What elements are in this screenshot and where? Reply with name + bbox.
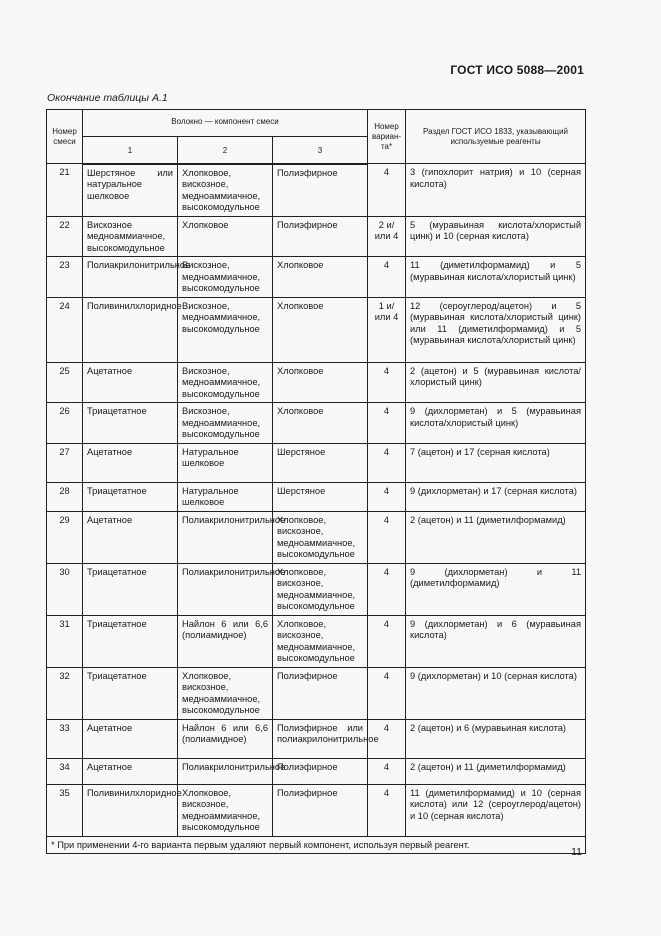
fiber-2-cell: Вискозное, медноаммиачное, высокомодульное: [178, 257, 273, 298]
fiber-1-cell: Шерстяное или натуральное шелковое: [83, 164, 178, 217]
variant-cell: 4: [368, 511, 406, 563]
variant-cell: 4: [368, 403, 406, 444]
mixture-number-cell: 30: [47, 563, 83, 615]
fiber-2-cell: Вискозное, медноаммиачное, высокомодульное: [178, 403, 273, 444]
fiber-2-cell: Натуральное шелковое: [178, 443, 273, 482]
reagent-reference-cell: 2 (ацетон) и 11 (диметилформамид): [406, 511, 586, 563]
fiber-1-cell: Ацетатное: [83, 719, 178, 758]
fiber-2-cell: Полиакрилонитрильное: [178, 511, 273, 563]
variant-cell: 4: [368, 667, 406, 719]
fiber-1-cell: Триацетатное: [83, 403, 178, 444]
fiber-mixture-table: [46, 109, 586, 854]
reagent-reference-cell: 9 (дихлорметан) и 5 (муравьиная кислота/хлористый цинк): [406, 403, 586, 444]
variant-cell: 4: [368, 758, 406, 784]
fiber-3-cell: Полиэфирное или полиакрилонитрильное: [273, 719, 368, 758]
fiber-2-cell: Хлопковое, вискозное, медноаммиачное, высокомодульное: [178, 667, 273, 719]
table-row: [47, 511, 586, 563]
table-row: [47, 784, 586, 836]
table-row: [47, 563, 586, 615]
table-row: [47, 443, 586, 482]
header-variant-number: Номер вариан-та*: [368, 110, 406, 164]
fiber-2-cell: Хлопковое, вискозное, медноаммиачное, высокомодульное: [178, 784, 273, 836]
reagent-reference-cell: 2 (ацетон) и 6 (муравьиная кислота): [406, 719, 586, 758]
fiber-2-cell: Полиакрилонитрильное: [178, 758, 273, 784]
fiber-3-cell: Хлопковое: [273, 362, 368, 403]
table-row: [47, 257, 586, 298]
header-mixture-number: Номер смеси: [47, 110, 83, 164]
variant-cell: 4: [368, 257, 406, 298]
fiber-3-cell: Полиэфирное: [273, 667, 368, 719]
fiber-1-cell: Полиакрилонитрильное: [83, 257, 178, 298]
fiber-3-cell: Полиэфирное: [273, 784, 368, 836]
fiber-1-cell: Ацетатное: [83, 362, 178, 403]
reagent-reference-cell: 9 (дихлорметан) и 17 (серная кислота): [406, 482, 586, 511]
mixture-number-cell: 28: [47, 482, 83, 511]
fiber-2-cell: Хлопковое, вискозное, медноаммиачное, высокомодульное: [178, 164, 273, 217]
fiber-3-cell: Полиэфирное: [273, 216, 368, 257]
reagent-reference-cell: 12 (сероуглерод/ацетон) и 5 (муравьиная кислота/хлористый цинк) или 11 (диметилформамид) и 5 (муравьиная кислота/хлористый цинк): [406, 297, 586, 362]
table-row: [47, 667, 586, 719]
mixture-number-cell: 31: [47, 615, 83, 667]
table-row: [47, 615, 586, 667]
fiber-1-cell: Ацетатное: [83, 511, 178, 563]
fiber-3-cell: Полиэфирное: [273, 758, 368, 784]
mixture-number-cell: 21: [47, 164, 83, 217]
variant-cell: 4: [368, 615, 406, 667]
fiber-1-cell: Поливинилхлоридное: [83, 784, 178, 836]
fiber-3-cell: Хлопковое, вискозное, медноаммиачное, высокомодульное: [273, 563, 368, 615]
variant-cell: 4: [368, 362, 406, 403]
reagent-reference-cell: 5 (муравьиная кислота/хлористый цинк) и 10 (серная кислота): [406, 216, 586, 257]
fiber-1-cell: Триацетатное: [83, 615, 178, 667]
fiber-2-cell: Хлопковое: [178, 216, 273, 257]
reagent-reference-cell: 9 (дихлорметан) и 11 (диметилформамид): [406, 563, 586, 615]
fiber-1-cell: Триацетатное: [83, 667, 178, 719]
table-row: [47, 482, 586, 511]
table-row: [47, 719, 586, 758]
fiber-1-cell: Ацетатное: [83, 758, 178, 784]
mixture-number-cell: 22: [47, 216, 83, 257]
variant-cell: 4: [368, 784, 406, 836]
variant-cell: 1 и/или 4: [368, 297, 406, 362]
table-caption: Окончание таблицы А.1: [47, 92, 168, 104]
fiber-3-cell: Шерстяное: [273, 482, 368, 511]
variant-cell: 4: [368, 482, 406, 511]
reagent-reference-cell: 3 (гипохлорит натрия) и 10 (серная кислота): [406, 164, 586, 217]
fiber-2-cell: Вискозное, медноаммиачное, высокомодульное: [178, 297, 273, 362]
table-row: [47, 216, 586, 257]
header-standard-section: Раздел ГОСТ ИСО 1833, указывающий используемые реагенты: [406, 110, 586, 164]
fiber-1-cell: Поливинилхлоридное: [83, 297, 178, 362]
fiber-3-cell: Хлопковое, вискозное, медноаммиачное, высокомодульное: [273, 511, 368, 563]
table-row: [47, 758, 586, 784]
variant-cell: 4: [368, 164, 406, 217]
reagent-reference-cell: 7 (ацетон) и 17 (серная кислота): [406, 443, 586, 482]
reagent-reference-cell: 9 (дихлорметан) и 6 (муравьиная кислота): [406, 615, 586, 667]
fiber-3-cell: Хлопковое: [273, 257, 368, 298]
variant-cell: 4: [368, 563, 406, 615]
variant-cell: 4: [368, 443, 406, 482]
fiber-1-cell: Триацетатное: [83, 482, 178, 511]
header-fiber-1: 1: [83, 137, 178, 164]
variant-cell: 4: [368, 719, 406, 758]
mixture-number-cell: 23: [47, 257, 83, 298]
fiber-3-cell: Хлопковое: [273, 297, 368, 362]
fiber-3-cell: Хлопковое: [273, 403, 368, 444]
reagent-reference-cell: 11 (диметилформамид) и 5 (муравьиная кислота/хлористый цинк): [406, 257, 586, 298]
fiber-2-cell: Полиакрилонитрильное: [178, 563, 273, 615]
document-code: ГОСТ ИСО 5088—2001: [450, 63, 584, 77]
fiber-3-cell: Шерстяное: [273, 443, 368, 482]
page-number: 11: [571, 846, 582, 858]
fiber-3-cell: Полиэфирное: [273, 164, 368, 217]
fiber-2-cell: Вискозное, медноаммиачное, высокомодульное: [178, 362, 273, 403]
header-fiber-2: 2: [178, 137, 273, 164]
header-fiber-component: Волокно — компонент смеси: [83, 110, 368, 137]
mixture-number-cell: 27: [47, 443, 83, 482]
fiber-1-cell: Триацетатное: [83, 563, 178, 615]
mixture-number-cell: 26: [47, 403, 83, 444]
mixture-number-cell: 33: [47, 719, 83, 758]
fiber-1-cell: Ацетатное: [83, 443, 178, 482]
header-fiber-3: 3: [273, 137, 368, 164]
table-row: [47, 297, 586, 362]
mixture-number-cell: 34: [47, 758, 83, 784]
fiber-2-cell: Натуральное шелковое: [178, 482, 273, 511]
fiber-2-cell: Найлон 6 или 6,6 (полиамидное): [178, 615, 273, 667]
mixture-number-cell: 35: [47, 784, 83, 836]
reagent-reference-cell: 2 (ацетон) и 11 (диметилформамид): [406, 758, 586, 784]
fiber-3-cell: Хлопковое, вискозное, медноаммиачное, высокомодульное: [273, 615, 368, 667]
table-row: [47, 403, 586, 444]
variant-cell: 2 и/или 4: [368, 216, 406, 257]
fiber-2-cell: Найлон 6 или 6,6 (полиамидное): [178, 719, 273, 758]
mixture-number-cell: 24: [47, 297, 83, 362]
table-footnote: * При применении 4-го варианта первым удаляют первый компонент, используя первый реагент.: [47, 836, 586, 854]
mixture-number-cell: 32: [47, 667, 83, 719]
reagent-reference-cell: 11 (диметилформамид) и 10 (серная кислота) или 12 (сероуглерод/ацетон) и 10 (серная кислота): [406, 784, 586, 836]
mixture-number-cell: 25: [47, 362, 83, 403]
table-row: [47, 164, 586, 217]
reagent-reference-cell: 2 (ацетон) и 5 (муравьиная кислота/хлористый цинк): [406, 362, 586, 403]
reagent-reference-cell: 9 (дихлорметан) и 10 (серная кислота): [406, 667, 586, 719]
fiber-1-cell: Вискозное медноаммиачное, высокомодульное: [83, 216, 178, 257]
table-row: [47, 362, 586, 403]
mixture-number-cell: 29: [47, 511, 83, 563]
